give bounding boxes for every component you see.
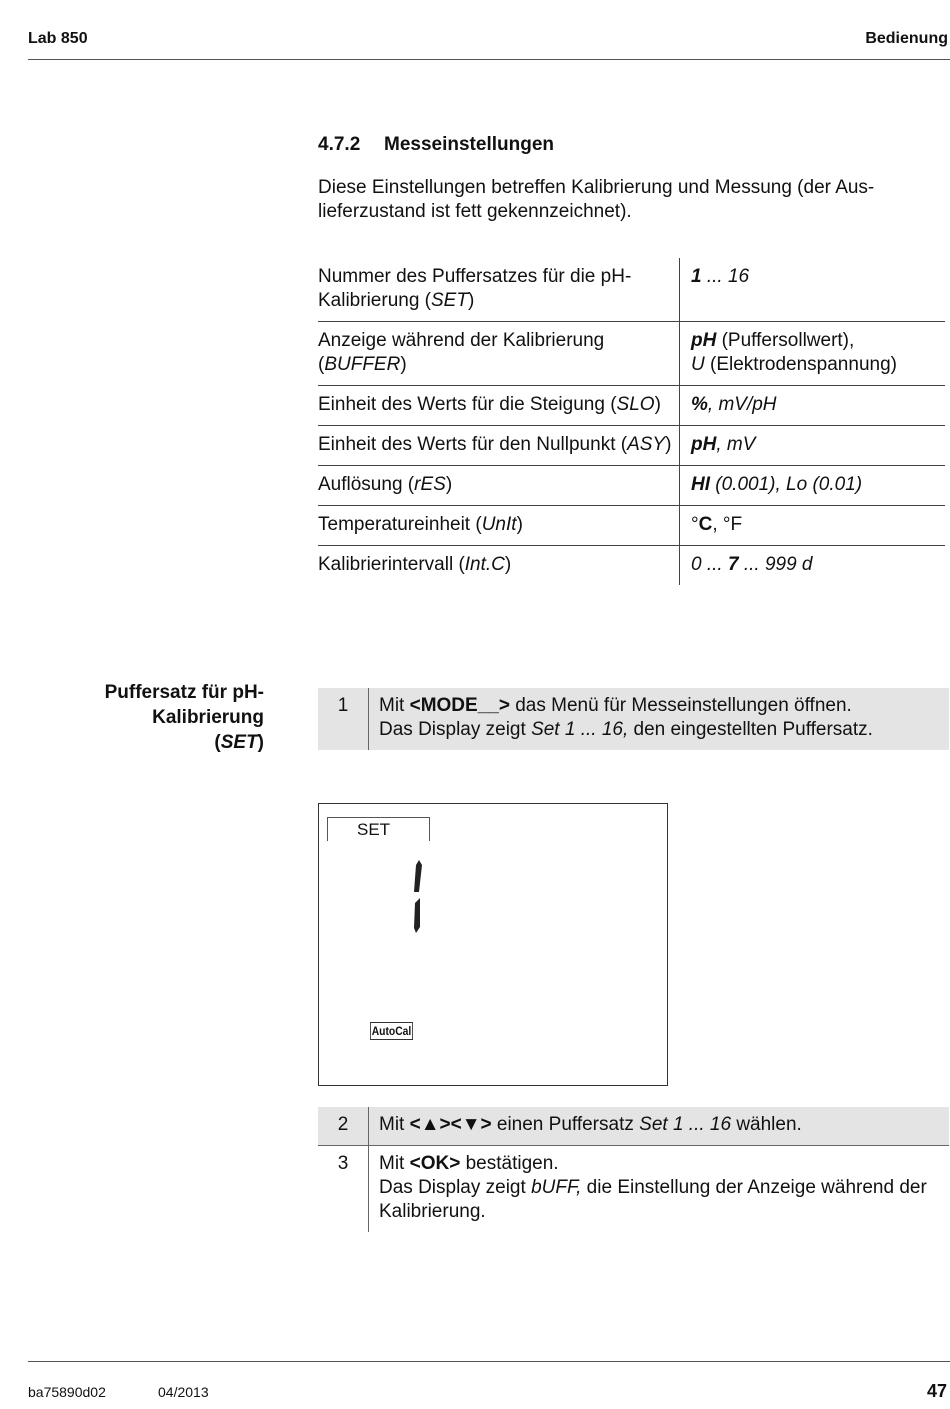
section-title: Messeinstellungen: [384, 134, 554, 155]
step-row: [318, 1146, 949, 1233]
settings-row: [318, 258, 945, 322]
intro-paragraph: Diese Einstellungen betreffen Kalibrierung und Messung (der Aus-lieferzustand ist fett gekennzeichnet).: [318, 177, 875, 222]
setting-label: Anzeige während der Kalibrierung (BUFFER): [318, 330, 605, 375]
setting-label: Nummer des Puffersatzes für die pH-Kalibrierung (SET): [318, 266, 632, 311]
step-row: [318, 1107, 949, 1146]
setting-values: 0 ... 7 ... 999 d: [680, 546, 946, 586]
display-mode-tab: SET: [327, 817, 430, 841]
sidebar-line-1: Puffersatz für pH-: [104, 682, 264, 703]
setting-values: pH, mV: [680, 426, 946, 466]
section-heading: [318, 134, 554, 156]
step-number: 1: [318, 688, 369, 750]
footer-rule: [28, 1361, 950, 1362]
settings-row: [318, 546, 945, 586]
settings-row: [318, 322, 945, 386]
setting-values: °C, °F: [680, 506, 946, 546]
section-number: 4.7.2: [318, 134, 361, 155]
step-text: Mit <▲><▼> einen Puffersatz Set 1 ... 16 wählen.: [379, 1114, 802, 1135]
settings-row: [318, 426, 945, 466]
steps-table-2: [318, 1107, 949, 1232]
sidebar-line-2: Kalibrierung: [152, 707, 264, 728]
autocal-indicator: AutoCal: [371, 1024, 412, 1038]
setting-values: %, mV/pH: [680, 386, 946, 426]
setting-label: Auflösung (rES): [318, 474, 453, 495]
device-display: [318, 803, 668, 1086]
seven-segment-digit-1: [405, 858, 435, 938]
step-number: 2: [318, 1107, 369, 1146]
step-row: [318, 688, 949, 750]
sidebar-line-3: (SET): [214, 732, 264, 753]
running-header-chapter: Bedienung: [865, 30, 948, 47]
settings-row: [318, 506, 945, 546]
settings-table: [318, 258, 945, 585]
setting-label: Einheit des Werts für den Nullpunkt (ASY): [318, 434, 672, 455]
setting-values: HI (0.001), Lo (0.01): [680, 466, 946, 506]
footer-date: 04/2013: [158, 1384, 209, 1400]
step-text: Mit <MODE__> das Menü für Messeinstellungen öffnen. Das Display zeigt Set 1 ... 16, den eingestellten Puffersatz.: [379, 695, 873, 740]
steps-table-1: [318, 688, 949, 750]
setting-values: pH (Puffersollwert), U (Elektrodenspannung): [680, 322, 946, 386]
header-rule: [28, 59, 950, 60]
step-number: 3: [318, 1146, 369, 1233]
setting-values: 1 ... 16: [680, 258, 946, 322]
setting-label: Kalibrierintervall (Int.C): [318, 554, 512, 575]
running-header-title: Lab 850: [28, 30, 88, 47]
footer-doc-id: ba75890d02: [28, 1384, 106, 1400]
sidebar-heading: [105, 680, 264, 755]
settings-row: [318, 386, 945, 426]
setting-label: Einheit des Werts für die Steigung (SLO): [318, 394, 661, 415]
setting-label: Temperatureinheit (UnIt): [318, 514, 523, 535]
step-text: Mit <OK> bestätigen. Das Display zeigt bUFF, die Einstellung der Anzeige während der Kalibrierung.: [379, 1153, 927, 1222]
page-number: 47: [926, 1381, 947, 1401]
settings-row: [318, 466, 945, 506]
